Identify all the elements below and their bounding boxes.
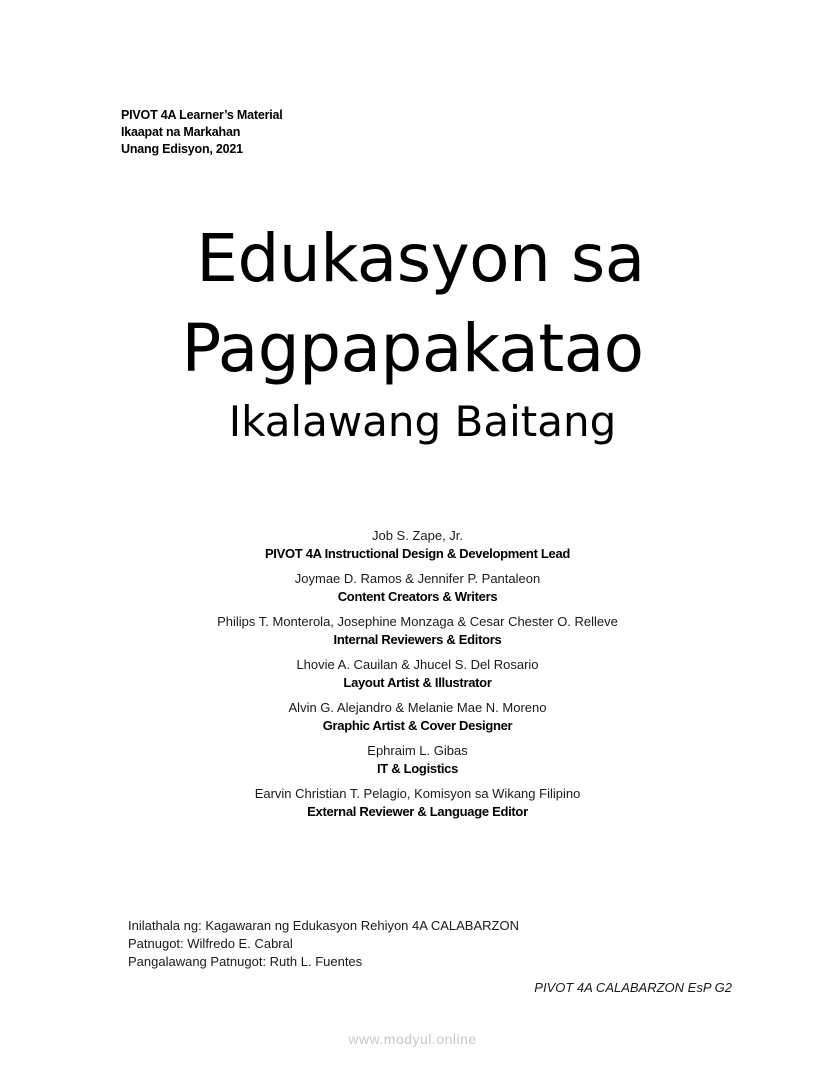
credit-role: Layout Artist & Illustrator: [343, 675, 492, 690]
credit-role: Content Creators & Writers: [337, 589, 498, 604]
credit-entry: [0, 742, 825, 777]
credit-name: Alvin G. Alejandro & Melanie Mae N. Moreno: [288, 700, 547, 715]
material-label: PIVOT 4A Learner’s Material: [121, 108, 283, 122]
edition-year: Unang Edisyon, 2021: [121, 142, 243, 156]
watermark: www.modyul.online: [348, 1031, 477, 1047]
credit-entry: [0, 656, 825, 691]
credit-role: IT & Logistics: [376, 761, 459, 776]
credits-list: [0, 527, 825, 828]
publisher-info: [128, 917, 519, 971]
quarter-label: Ikaapat na Markahan: [121, 125, 241, 139]
credit-name: Joymae D. Ramos & Jennifer P. Pantaleon: [294, 571, 541, 586]
title-line-2: Pagpapakatao: [181, 310, 644, 387]
credit-name: Job S. Zape, Jr.: [371, 528, 464, 543]
editor-line: Patnugot: Wilfredo E. Cabral: [128, 936, 293, 951]
credit-entry: [0, 699, 825, 734]
credit-name: Lhovie A. Cauilan & Jhucel S. Del Rosario: [296, 657, 539, 672]
credit-entry: [0, 785, 825, 820]
credit-entry: [0, 527, 825, 562]
edition-info: [121, 107, 283, 158]
credit-role: External Reviewer & Language Editor: [307, 804, 528, 819]
credit-entry: [0, 570, 825, 605]
credit-entry: [0, 613, 825, 648]
credit-role: PIVOT 4A Instructional Design & Development Lead: [264, 546, 571, 561]
grade-level: Ikalawang Baitang: [228, 397, 617, 446]
credit-name: Ephraim L. Gibas: [367, 743, 468, 758]
publisher-line: Inilathala ng: Kagawaran ng Edukasyon Rehiyon 4A CALABARZON: [128, 918, 519, 933]
assistant-editor-line: Pangalawang Patnugot: Ruth L. Fuentes: [128, 954, 363, 969]
title-line-1: Edukasyon sa: [196, 220, 645, 297]
credit-role: Graphic Artist & Cover Designer: [322, 718, 513, 733]
footer-code: PIVOT 4A CALABARZON EsP G2: [534, 980, 732, 995]
credit-name: Earvin Christian T. Pelagio, Komisyon sa Wikang Filipino: [254, 786, 581, 801]
credit-role: Internal Reviewers & Editors: [333, 632, 502, 647]
credit-name: Philips T. Monterola, Josephine Monzaga & Cesar Chester O. Relleve: [217, 614, 618, 629]
